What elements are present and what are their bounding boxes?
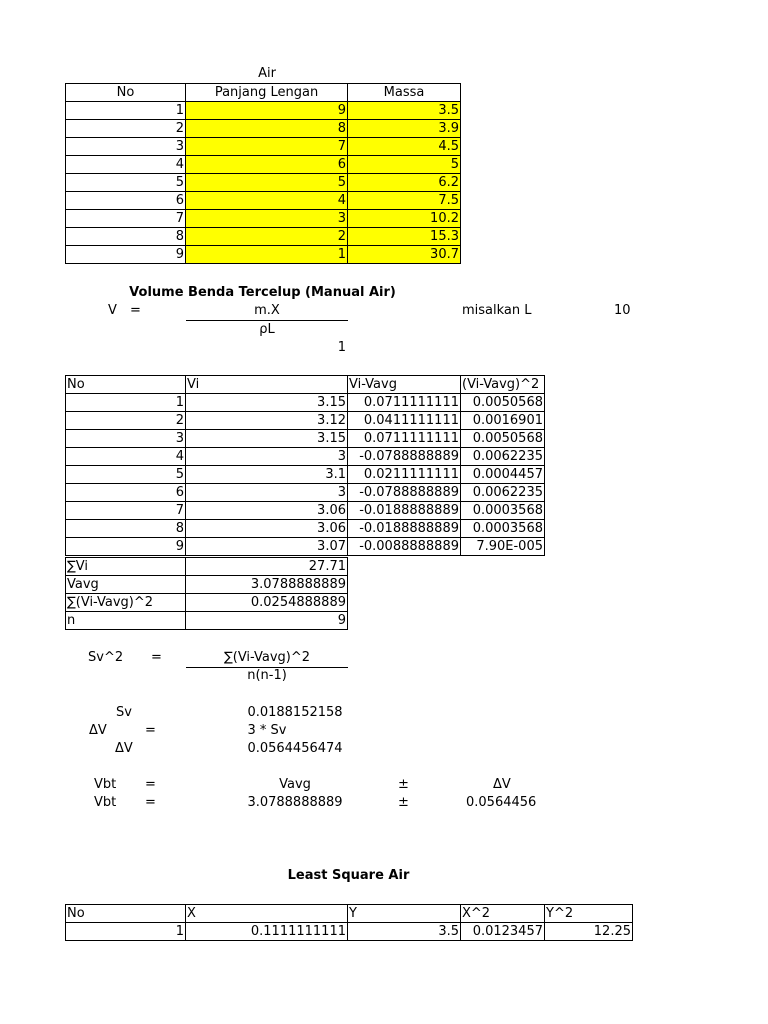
misalkan-label: misalkan L bbox=[462, 303, 532, 318]
cell-no[interactable]: 5 bbox=[66, 466, 186, 484]
cell-panjang-lengan[interactable]: 9 bbox=[186, 102, 348, 120]
table-row bbox=[66, 192, 461, 210]
cell-massa[interactable]: 3.5 bbox=[348, 102, 461, 120]
cell-vi-vavg[interactable]: 0.0411111111 bbox=[348, 412, 461, 430]
cell-no[interactable]: 4 bbox=[66, 448, 186, 466]
summary-label[interactable]: Vavg bbox=[66, 576, 186, 594]
cell-vi[interactable]: 3.12 bbox=[186, 412, 348, 430]
vbt-label-2: Vbt bbox=[94, 795, 117, 810]
table-header-row bbox=[66, 905, 633, 923]
cell-no[interactable]: 9 bbox=[66, 538, 186, 556]
header-x: X bbox=[186, 905, 348, 923]
cell-vi-vavg-squared[interactable]: 0.0003568 bbox=[461, 502, 545, 520]
vbt-equals-2: = bbox=[145, 795, 156, 810]
cell-panjang-lengan[interactable]: 2 bbox=[186, 228, 348, 246]
summary-value[interactable]: 27.71 bbox=[186, 558, 348, 576]
cell-massa[interactable]: 6.2 bbox=[348, 174, 461, 192]
volume-extra-value: 1 bbox=[337, 340, 346, 355]
delta-v-equals: = bbox=[145, 723, 156, 738]
cell-no[interactable]: 1 bbox=[66, 102, 186, 120]
table-row bbox=[66, 120, 461, 138]
cell-no[interactable]: 6 bbox=[66, 192, 186, 210]
table-row bbox=[66, 520, 545, 538]
cell-vi[interactable]: 3.15 bbox=[186, 430, 348, 448]
summary-value[interactable]: 0.0254888889 bbox=[186, 594, 348, 612]
cell-vi-vavg[interactable]: -0.0188888889 bbox=[348, 520, 461, 538]
volume-table bbox=[65, 375, 545, 556]
cell-vi-vavg[interactable]: 0.0711111111 bbox=[348, 430, 461, 448]
table-row bbox=[66, 156, 461, 174]
cell-no[interactable]: 1 bbox=[66, 394, 186, 412]
volume-summary-table bbox=[65, 557, 348, 630]
cell-vi-vavg-squared[interactable]: 0.0004457 bbox=[461, 466, 545, 484]
volume-section-title: Volume Benda Tercelup (Manual Air) bbox=[129, 285, 396, 300]
table-row bbox=[66, 484, 545, 502]
cell-no[interactable]: 3 bbox=[66, 138, 186, 156]
summary-row bbox=[66, 612, 348, 630]
cell-no[interactable]: 1 bbox=[66, 923, 186, 941]
summary-label[interactable]: ∑(Vi-Vavg)^2 bbox=[66, 594, 186, 612]
delta-v-formula: 3 * Sv bbox=[247, 723, 287, 738]
sv-squared-label: Sv^2 bbox=[88, 650, 124, 665]
header-no: No bbox=[66, 84, 186, 102]
cell-vi-vavg-squared[interactable]: 7.90E-005 bbox=[461, 538, 545, 556]
cell-vi-vavg-squared[interactable]: 0.0050568 bbox=[461, 430, 545, 448]
header-panjang-lengan: Panjang Lengan bbox=[186, 84, 348, 102]
summary-value[interactable]: 9 bbox=[186, 612, 348, 630]
cell-no[interactable]: 6 bbox=[66, 484, 186, 502]
delta-v-label-2: ΔV bbox=[115, 741, 133, 756]
cell-massa[interactable]: 3.9 bbox=[348, 120, 461, 138]
cell-massa[interactable]: 10.2 bbox=[348, 210, 461, 228]
summary-value[interactable]: 3.0788888889 bbox=[186, 576, 348, 594]
cell-massa[interactable]: 30.7 bbox=[348, 246, 461, 264]
cell-vi-vavg-squared[interactable]: 0.0016901 bbox=[461, 412, 545, 430]
sv-numerator: ∑(Vi-Vavg)^2 bbox=[223, 650, 310, 665]
table-header-row bbox=[66, 84, 461, 102]
header-vi-vavg: Vi-Vavg bbox=[348, 376, 461, 394]
vbt-equals: = bbox=[145, 777, 156, 792]
vbt-delta-v: ΔV bbox=[493, 777, 511, 792]
table1-caption: Air bbox=[258, 66, 276, 81]
cell-massa[interactable]: 4.5 bbox=[348, 138, 461, 156]
cell-panjang-lengan[interactable]: 8 bbox=[186, 120, 348, 138]
delta-v-value: 0.0564456474 bbox=[247, 741, 343, 756]
volume-denominator: ρL bbox=[259, 322, 275, 337]
table-row bbox=[66, 138, 461, 156]
cell-vi[interactable]: 3.06 bbox=[186, 502, 348, 520]
cell-vi[interactable]: 3 bbox=[186, 484, 348, 502]
table-row bbox=[66, 412, 545, 430]
cell-y[interactable]: 3.5 bbox=[348, 923, 461, 941]
cell-no[interactable]: 7 bbox=[66, 210, 186, 228]
cell-panjang-lengan[interactable]: 1 bbox=[186, 246, 348, 264]
cell-vi-vavg-squared[interactable]: 0.0062235 bbox=[461, 448, 545, 466]
cell-vi-vavg[interactable]: -0.0788888889 bbox=[348, 484, 461, 502]
cell-y-squared[interactable]: 12.25 bbox=[545, 923, 633, 941]
cell-vi-vavg-squared[interactable]: 0.0003568 bbox=[461, 520, 545, 538]
cell-massa[interactable]: 5 bbox=[348, 156, 461, 174]
cell-vi-vavg-squared[interactable]: 0.0050568 bbox=[461, 394, 545, 412]
table-row bbox=[66, 538, 545, 556]
volume-v-label: V bbox=[108, 303, 117, 318]
table-row bbox=[66, 174, 461, 192]
cell-vi-vavg[interactable]: 0.0711111111 bbox=[348, 394, 461, 412]
cell-vi[interactable]: 3.06 bbox=[186, 520, 348, 538]
cell-no[interactable]: 7 bbox=[66, 502, 186, 520]
least-square-table bbox=[65, 904, 633, 941]
cell-vi-vavg[interactable]: -0.0088888889 bbox=[348, 538, 461, 556]
vbt-label: Vbt bbox=[94, 777, 117, 792]
table-row bbox=[66, 448, 545, 466]
summary-row bbox=[66, 558, 348, 576]
summary-row bbox=[66, 594, 348, 612]
cell-no[interactable]: 3 bbox=[66, 430, 186, 448]
cell-x-squared[interactable]: 0.0123457 bbox=[461, 923, 545, 941]
vbt-vavg-value: 3.0788888889 bbox=[247, 795, 343, 810]
cell-no[interactable]: 2 bbox=[66, 412, 186, 430]
table-header-row bbox=[66, 376, 545, 394]
least-square-title: Least Square Air bbox=[287, 868, 410, 883]
cell-panjang-lengan[interactable]: 3 bbox=[186, 210, 348, 228]
header-massa: Massa bbox=[348, 84, 461, 102]
cell-vi-vavg[interactable]: -0.0188888889 bbox=[348, 502, 461, 520]
table-row bbox=[66, 228, 461, 246]
table-row bbox=[66, 923, 633, 941]
cell-vi-vavg-squared[interactable]: 0.0062235 bbox=[461, 484, 545, 502]
summary-label[interactable]: n bbox=[66, 612, 186, 630]
cell-vi-vavg[interactable]: 0.0211111111 bbox=[348, 466, 461, 484]
cell-panjang-lengan[interactable]: 7 bbox=[186, 138, 348, 156]
cell-no[interactable]: 8 bbox=[66, 228, 186, 246]
table-row bbox=[66, 430, 545, 448]
vbt-delta-v-value: 0.0564456 bbox=[466, 795, 537, 810]
cell-massa[interactable]: 7.5 bbox=[348, 192, 461, 210]
cell-no[interactable]: 9 bbox=[66, 246, 186, 264]
vbt-plus-minus-2: ± bbox=[398, 795, 409, 810]
table-row bbox=[66, 394, 545, 412]
volume-numerator: m.X bbox=[254, 303, 280, 318]
sv-value: 0.0188152158 bbox=[247, 705, 343, 720]
header-vi-vavg-squared: (Vi-Vavg)^2 bbox=[461, 376, 545, 394]
table-row bbox=[66, 246, 461, 264]
data-table-air bbox=[65, 83, 461, 264]
cell-massa[interactable]: 15.3 bbox=[348, 228, 461, 246]
cell-x[interactable]: 0.1111111111 bbox=[186, 923, 348, 941]
table-row bbox=[66, 102, 461, 120]
cell-no[interactable]: 8 bbox=[66, 520, 186, 538]
table-row bbox=[66, 466, 545, 484]
cell-panjang-lengan[interactable]: 4 bbox=[186, 192, 348, 210]
sv-squared-equals: = bbox=[151, 650, 162, 665]
cell-no[interactable]: 2 bbox=[66, 120, 186, 138]
sv-denominator: n(n-1) bbox=[247, 668, 287, 683]
misalkan-value: 10 bbox=[614, 303, 631, 318]
header-x-squared: X^2 bbox=[461, 905, 545, 923]
vbt-plus-minus: ± bbox=[398, 777, 409, 792]
cell-no[interactable]: 5 bbox=[66, 174, 186, 192]
header-y-squared: Y^2 bbox=[545, 905, 633, 923]
vbt-vavg: Vavg bbox=[279, 777, 311, 792]
cell-panjang-lengan[interactable]: 5 bbox=[186, 174, 348, 192]
cell-vi[interactable]: 3.07 bbox=[186, 538, 348, 556]
sv-label: Sv bbox=[116, 705, 132, 720]
header-no: No bbox=[66, 376, 186, 394]
volume-equals: = bbox=[130, 303, 141, 318]
cell-no[interactable]: 4 bbox=[66, 156, 186, 174]
delta-v-label: ΔV bbox=[89, 723, 107, 738]
header-no: No bbox=[66, 905, 186, 923]
table-row bbox=[66, 502, 545, 520]
cell-vi[interactable]: 3.1 bbox=[186, 466, 348, 484]
cell-vi-vavg[interactable]: -0.0788888889 bbox=[348, 448, 461, 466]
table-row bbox=[66, 210, 461, 228]
cell-panjang-lengan[interactable]: 6 bbox=[186, 156, 348, 174]
summary-row bbox=[66, 576, 348, 594]
header-y: Y bbox=[348, 905, 461, 923]
cell-vi[interactable]: 3 bbox=[186, 448, 348, 466]
cell-vi[interactable]: 3.15 bbox=[186, 394, 348, 412]
summary-label[interactable]: ∑Vi bbox=[66, 558, 186, 576]
header-vi: Vi bbox=[186, 376, 348, 394]
